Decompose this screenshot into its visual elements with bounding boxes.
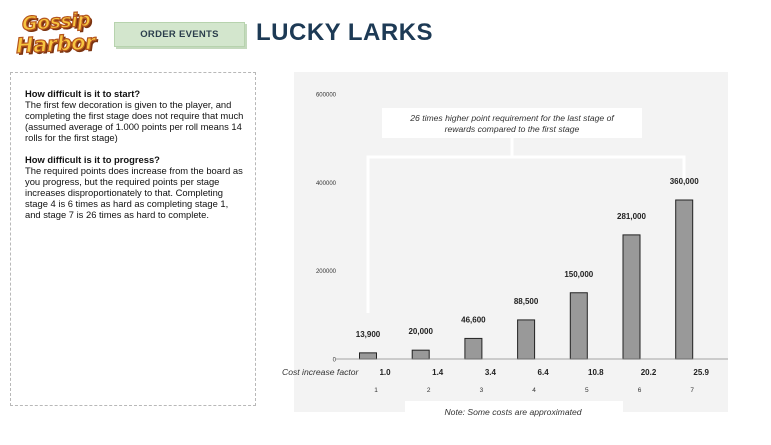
cost-factor-value: 3.4 [484, 368, 496, 377]
value-label: 46,600 [461, 315, 486, 325]
cost-factor-value: 25.9 [693, 368, 709, 377]
cost-factor-label: Cost increase factor [282, 367, 359, 377]
bar-stage-7 [676, 200, 693, 359]
x-tick-label: 6 [637, 387, 642, 394]
start-question: How difficult is it to start? [25, 88, 141, 99]
cost-factor-value: 20.2 [640, 368, 657, 377]
y-axis-ticks [316, 93, 337, 364]
bar-stage-1 [360, 353, 377, 359]
x-tick-label: 2 [426, 387, 431, 394]
value-label: 20,000 [408, 327, 433, 337]
value-label: 360,000 [669, 177, 699, 186]
cost-factor-value: 10.8 [588, 368, 604, 377]
bar-stage-5 [570, 293, 587, 359]
cost-factors [379, 368, 709, 377]
x-axis-ticks [374, 387, 694, 394]
bar-stage-2 [412, 350, 429, 359]
y-tick-label: 600000 [315, 92, 336, 99]
start-answer: The first few decoration is given to the player, and completing the first stage does not require that much (assumed average of 1.000 points per roll means 14 rolls for the first stage) [25, 99, 244, 143]
progress-question: How difficult is it to progress? [25, 154, 160, 165]
x-tick-label: 4 [532, 387, 536, 394]
logo-line2: Harbor [15, 29, 96, 59]
footnote: Note: Some costs are approximated [444, 407, 582, 417]
value-labels [356, 177, 699, 339]
value-label: 281,000 [617, 211, 646, 221]
bar-stage-4 [518, 320, 535, 359]
logo-line1: Gossip [21, 8, 92, 36]
value-label: 88,500 [513, 296, 539, 306]
y-tick-label: 0 [332, 357, 336, 364]
annotation-text: 26 times higher point requirement for the last stage of rewards compared to the first stage [410, 113, 614, 134]
y-tick-label: 400000 [315, 180, 336, 187]
page-title: LUCKY LARKS [256, 19, 434, 46]
cost-factor-value: 1.4 [432, 368, 444, 377]
x-tick-label: 1 [374, 387, 378, 394]
x-tick-label: 3 [479, 387, 484, 394]
progress-answer: The required points does increase from the board as you progress, but the required points per stage increases disproportionately to that. Completing stage 4 is 6 times as hard as completing stage 1, and stage 7 is 26 times as hard to complete. [25, 165, 243, 220]
order-events-button[interactable]: ORDER EVENTS [114, 22, 245, 47]
x-tick-label: 7 [690, 387, 695, 394]
value-label: 13,900 [355, 329, 381, 339]
bar-stage-3 [465, 338, 482, 359]
bar-stage-6 [623, 235, 640, 359]
cost-factor-value: 1.0 [379, 368, 391, 377]
value-label: 150,000 [564, 269, 594, 279]
x-tick-label: 5 [584, 387, 589, 394]
y-tick-label: 200000 [315, 269, 336, 276]
cost-factor-value: 6.4 [537, 368, 549, 377]
